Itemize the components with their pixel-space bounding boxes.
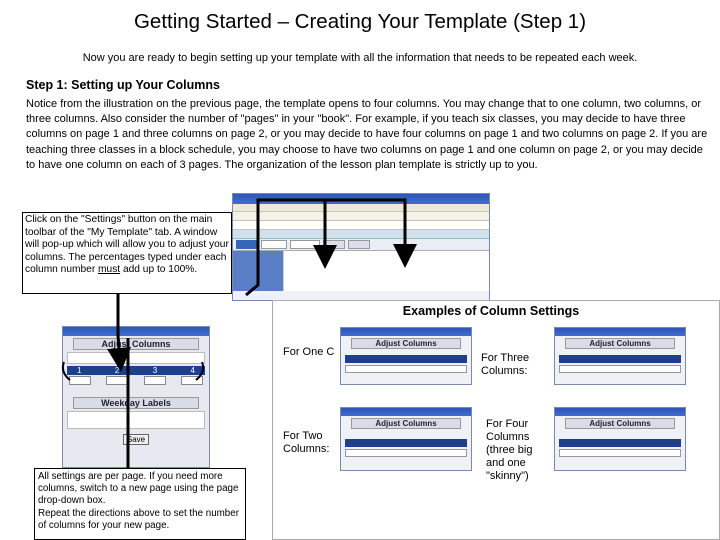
col-number-1: 1 bbox=[77, 366, 82, 375]
step-heading: Step 1: Setting up Your Columns bbox=[26, 78, 220, 92]
settings-callout-underlined: must bbox=[98, 264, 121, 276]
col-number-3: 3 bbox=[152, 366, 158, 375]
two-column-label: For Two Columns: bbox=[283, 430, 330, 455]
example-three-title: Adjust Columns bbox=[565, 338, 675, 349]
examples-title: Examples of Column Settings bbox=[402, 304, 580, 318]
col-number-4: 4 bbox=[190, 366, 195, 375]
example-four-title: Adjust Columns bbox=[565, 418, 675, 429]
example-one-title: Adjust Columns bbox=[351, 338, 461, 349]
col-number-2: 2 bbox=[114, 366, 120, 375]
settings-callout-text: Click on the "Settings" button on the main toolbar of the "My Template" tab. A window will pop-up which will allow you to adjust your columns. The percentages typed under each column number bbox=[25, 214, 229, 276]
arrow-to-dialog bbox=[118, 294, 120, 360]
example-two-title: Adjust Columns bbox=[351, 418, 461, 429]
four-column-label: For Four Columns (three big and one "skinny") bbox=[486, 418, 533, 482]
arrow-to-page-dropdown bbox=[325, 200, 405, 256]
step-body: Notice from the illustration on the previous page, the template opens to four columns. You may change that to one column, two columns, or three columns. Also consider the number of "pages" in your "book". For example, if you teach six classes, you may decide to have three columns on page 1 and three columns on page 2, or you may decide to have four columns on page 1 and two columns on page 2. If you are teaching three classes in a block schedule, you may choose to have two columns on page 1 and one column on page 2, or you may decide to have one column on each of 3 pages. The organization of the lesson plan template is strictly up to you. bbox=[26, 98, 708, 171]
three-column-label: For Three Columns: bbox=[481, 352, 530, 377]
save-button: Save bbox=[123, 434, 149, 445]
pages-callout: All settings are per page. If you need more columns, switch to a new page using the page drop-down box. Repeat the directions above to set the number of columns for your new page. bbox=[34, 468, 246, 540]
page-title: Getting Started – Creating Your Template (Step 1) bbox=[133, 10, 587, 33]
arrow-to-settings bbox=[246, 200, 325, 295]
percent-brackets bbox=[63, 362, 203, 380]
weekday-labels-title: Weekday Labels bbox=[73, 397, 199, 409]
adjust-columns-title: Adjust Columns bbox=[73, 338, 199, 350]
one-column-label: For One C bbox=[283, 346, 335, 358]
settings-callout-tail: add up to 100%. bbox=[120, 264, 198, 276]
intro-text: Now you are ready to begin setting up your template with all the information that needs to be repeated each week. bbox=[82, 52, 638, 64]
